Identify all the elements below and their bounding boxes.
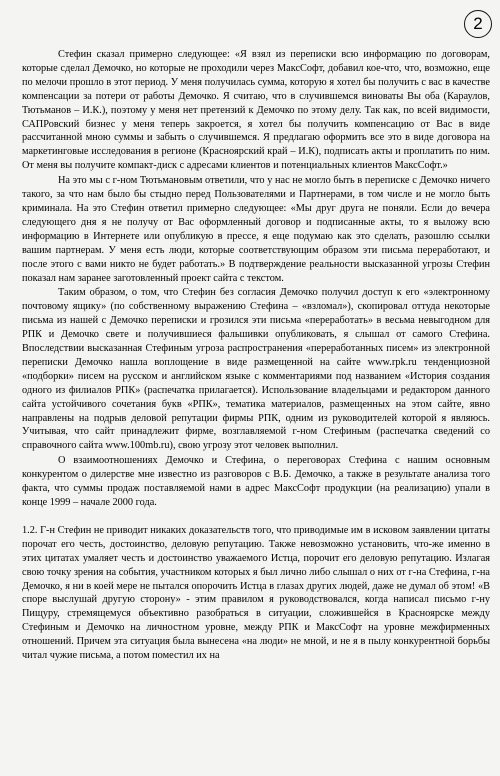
paragraph-relations: О взаимоотношениях Демочко и Стефина, о переговорах Стефина с нашим основным конкурентом о дилерстве мне известно из разговоров с В.Б. Демочко, а также в результате анализа того факта, что суммы продаж поставляемой нами в адрес МаксСофт продукции (на реализацию) упали в конце 1999 – начале 2000 года.	[22, 455, 490, 508]
paragraph-reply-and-threat: На это мы с г-ном Тютьмановым ответили, что у нас не могло быть в переписке с Демочко ничего такого, за что нам было бы стыдно перед Пользователями и Партнерами, в том числе и не могло быть криминала. На это Стефин ответил примерно следующее: «Мы друг друга не поняли. Если до вечера следующего дня я не получу от Вас оформленный договор и подписанные акты, то я выложу всю информацию в Интернете или опубликую в прессе, я еще подумаю как это сделать, разошлю ссылки вашим партнерам. У меня есть люди, которые соответствующим образом эти письма переработают, и после этого с вами никто не будет работать.» В подтверждение реальности высказанной угрозы Стефин показал нам заранее заготовленный проект сайта с текстом.	[22, 175, 490, 284]
paragraph-section-1-2: 1.2. Г-н Стефин не приводит никаких доказательств того, что приводимые им в исковом заявлении цитаты порочат его честь, достоинство, деловую репутацию. Также невозможно установить, что-же именно в этих цитатах умаляет честь и достоинство уважаемого Истца, порочит его деловую репутацию. Излагая свою точку зрения на события, участником которых я был лично либо слышал о них от г-на Стефина, г-на Демочко, я ни в коей мере не пытался опорочить Истца в глазах других людей, даже не думал об этом! «В споре выслушай другую сторону» - этим правилом я руководствовался, когда написал письмо г-ну Пищуру, стремящемуся объективно разобраться в ситуации, сложившейся в Красноярске между Стефиным и Демочко на личностном уровне, между РПК и МаксСофт на уровне межфирменных отношений. Причем эта ситуация была вынесена «на люди» не мной, и не я в пылу конкурентной борьбы читал чужие письма, а потом поместил их на	[22, 524, 490, 662]
paragraph-stefin-statement: Стефин сказал примерно следующее: «Я взял из переписки всю информацию по договорам, которые сделал Демочко, но которые не проходили через МаксСофт, добавил кое-что, что, возможно, еще по мелочи прошло в этот период. У меня получилась сумма, которую я хотел бы получить с вас в качестве компенсации за потери от работы Демочко. Я считаю, что в случившемся виноваты Вы оба (Караулов, Тютьманов – И.К.), поэтому у меня нет претензий к Демочко по этому делу. Так как, по всей видимости, САПРовский бизнес у меня теперь закроется, я хотел бы получить компенсацию от Вас в виде рассчитанной мною суммы и забыть о случившемся. Я предлагаю оформить все это в виде договора на маркетинговые исследования в регионе (Красноярский край – И.К), подписать акты и проплатить по ним. От меня вы получите компакт-диск с адресами клиентов и потенциальных клиентов МаксСофт.»	[22, 49, 490, 172]
page-number: 2	[464, 10, 492, 38]
paragraph-conclusion: Таким образом, о том, что Стефин без согласия Демочко получил доступ к его «электронному почтовому ящику» (по собственному выражению Стефина – «взломал»), скопировал оттуда некоторые письма из нашей с Демочко переписки и грозился эти письма «переработать» в весьма невыгодном для РПК и Демочко свете и получившиеся фальшивки опубликовать, я слышал от самого Стефина. Впоследствии высказанная Стефиным угроза распространения «переработанных писем» из электронной переписки Демочко нашла воплощение в виде размещенной на сайте www.rpk.ru тенденциозной «подборки» писем на русском и английском языке с комментариями под названием «История создания одного из филиалов РПК» (распечатка прилагается). Использование владельцами и редактором данного сайта устойчивого сочетания букв «РПК», тематика материалов, размещенных на этом сайте, явно направлены на подрыв деловой репутации фирмы РПК, одним из руководителей которой я являюсь. Учитывая, что сайт принадлежит фирме, возглавляемой г-ном Стефиным (распечатка сведений со справочного сайта www.100mb.ru), свою угрозу этот человек выполнил.	[22, 287, 490, 452]
